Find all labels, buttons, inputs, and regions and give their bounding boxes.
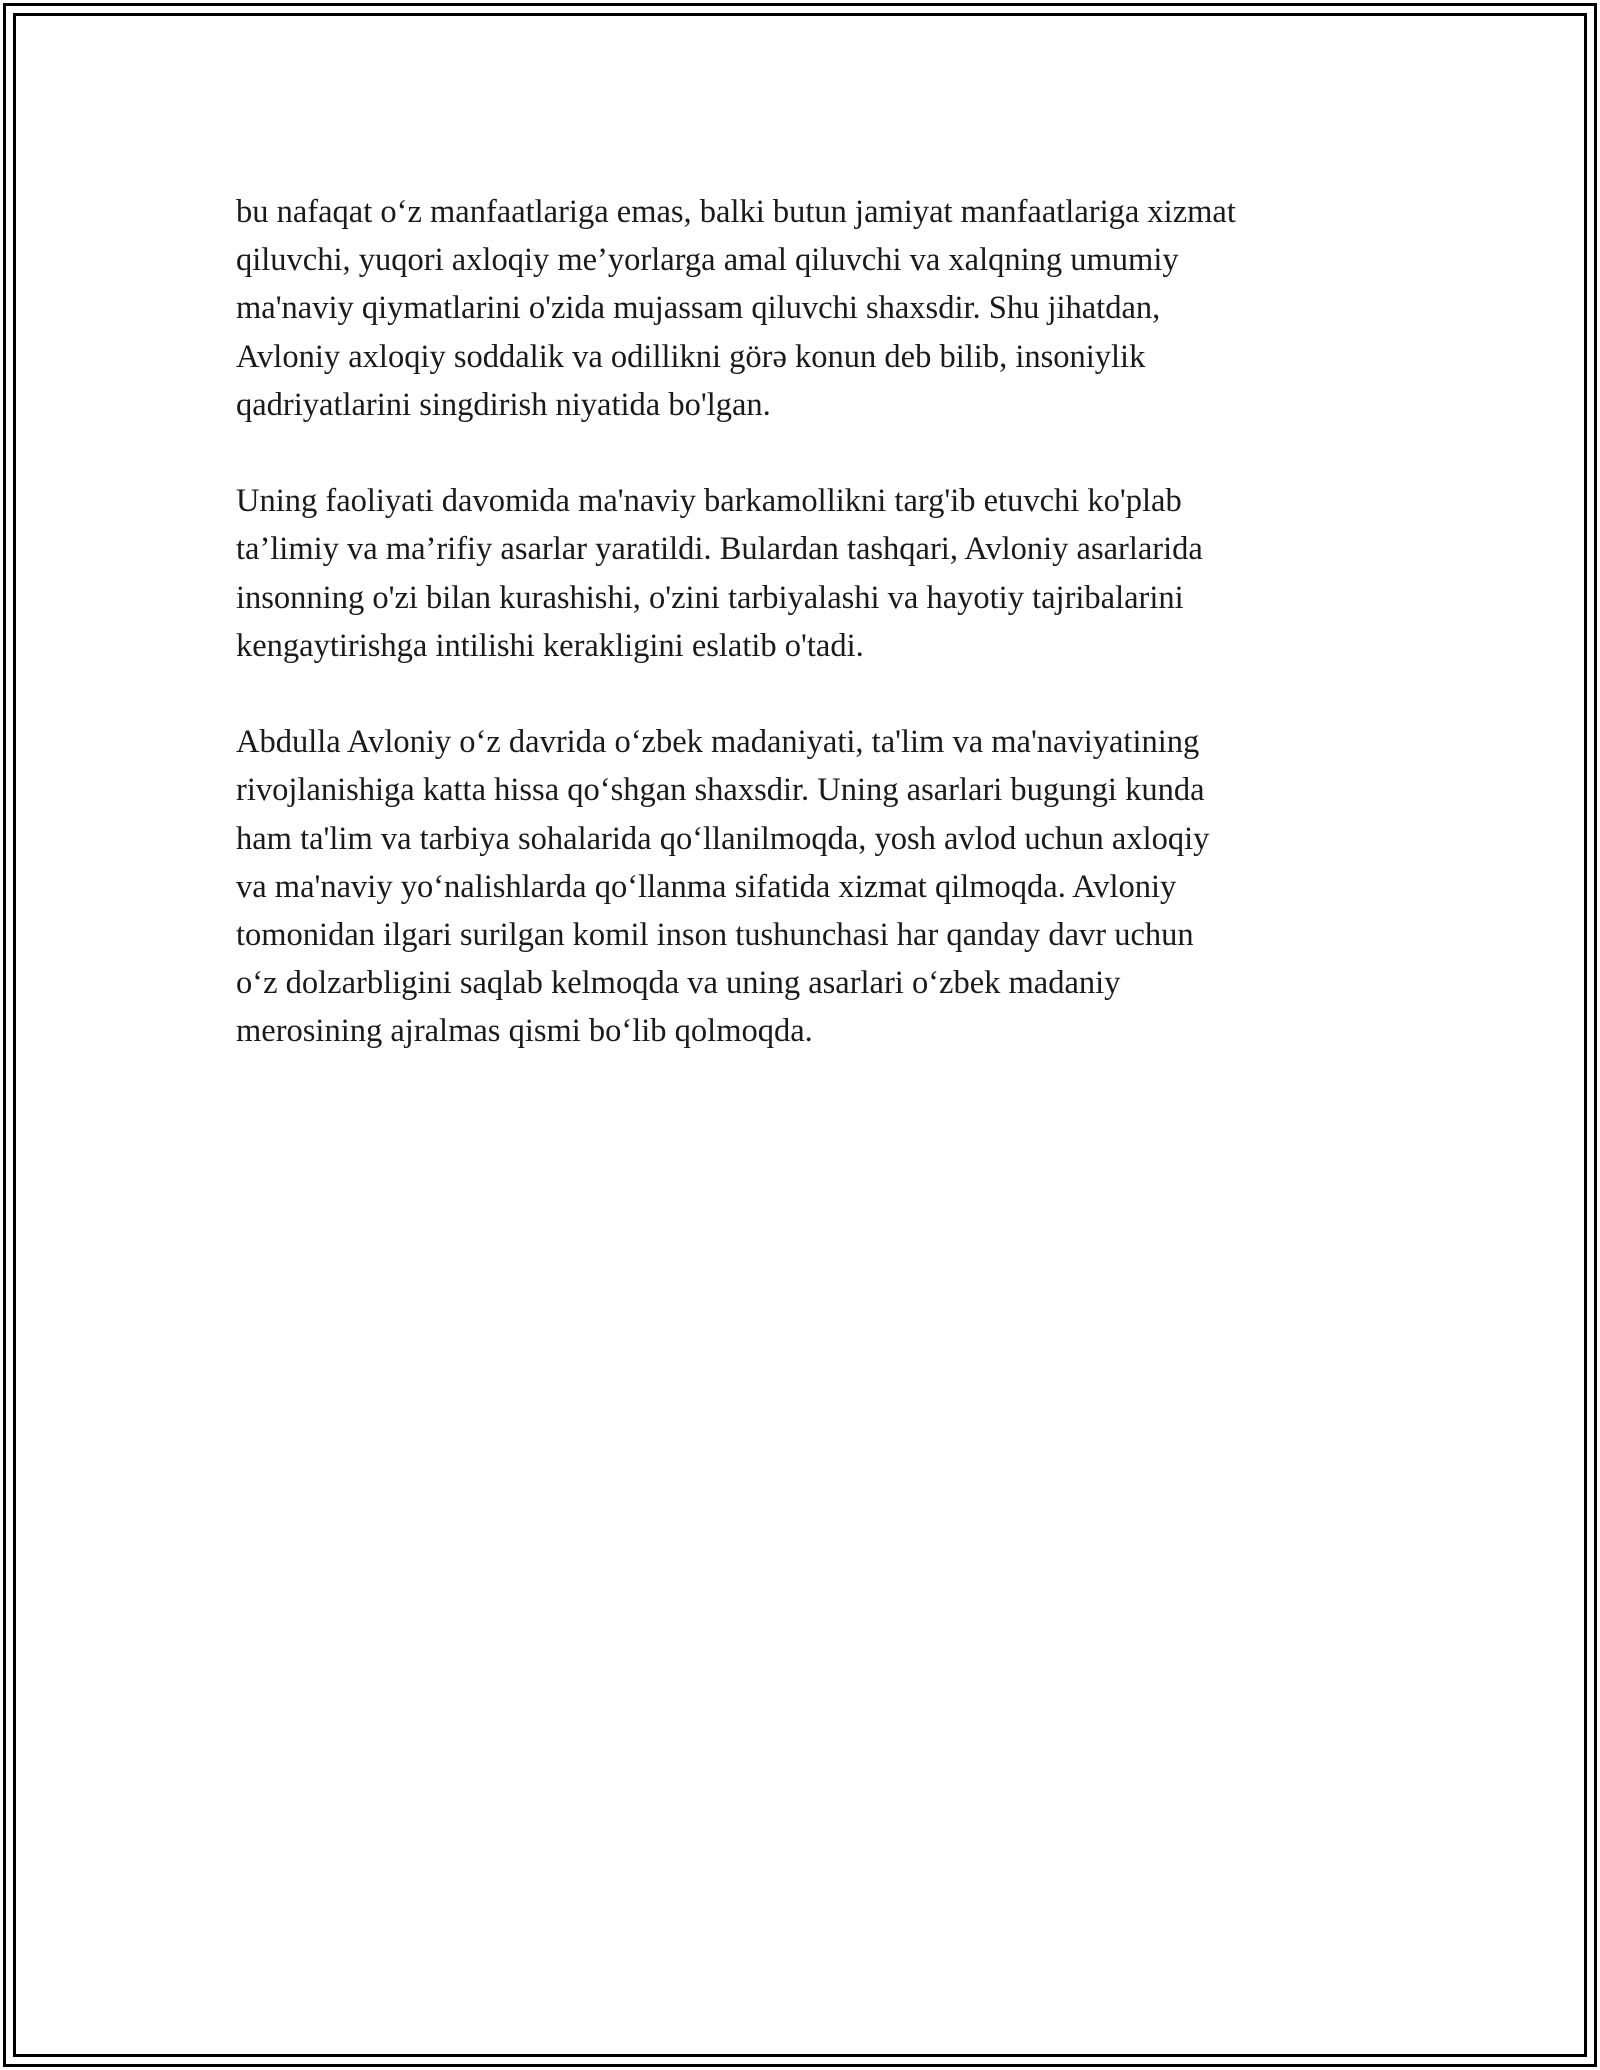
paragraph: Uning faoliyati davomida ma'naviy barkamollikni targ'ib etuvchi ko'plab ta’limiy va ma’rifiy asarlar yaratildi. Bulardan tashqari, Avloniy asarlarida insonning o'zi bilan kurashishi, o'zini tarbiyalashi va hayotiy tajribalarini kengaytirishga intilishi kerakligini eslatib o'tadi.: [236, 483, 1203, 664]
document-body: [236, 188, 1406, 1104]
paragraph: Abdulla Avloniy o‘z davrida o‘zbek madaniyati, ta'lim va ma'naviyatining rivojlanishiga katta hissa qo‘shgan shaxsdir. Uning asarlari bugungi kunda ham ta'lim va tarbiya sohalarida qo‘llanilmoqda, yosh avlod uchun axloqiy va ma'naviy yo‘nalishlarda qo‘llanma sifatida xizmat qilmoqda. Avloniy tomonidan ilgari surilgan komil inson tushunchasi har qanday davr uchun o‘z dolzarbligini saqlab kelmoqda va uning asarlari o‘zbek madaniy merosining ajralmas qismi bo‘lib qolmoqda.: [236, 724, 1210, 1050]
paragraph: bu nafaqat o‘z manfaatlariga emas, balki butun jamiyat manfaatlariga xizmat qiluvchi, yuqori axloqiy me’yorlarga amal qiluvchi va xalqning umumiy ma'naviy qiymatlarini o'zida mujassam qiluvchi shaxsdir. Shu jihatdan, Avloniy axloqiy soddalik va odillikni görə konun deb bilib, insoniylik qadriyatlarini singdirish niyatida bo'lgan.: [236, 194, 1236, 423]
